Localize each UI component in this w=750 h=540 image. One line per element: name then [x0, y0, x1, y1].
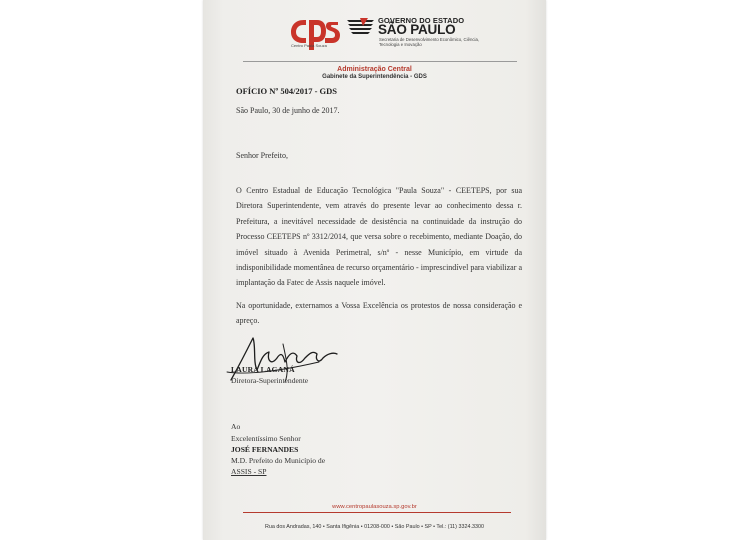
state-name: SÃO PAULO — [378, 22, 456, 37]
secretariat-name: Secretaria de Desenvolvimento Econômico, Ciência, Tecnologia e Inovação — [379, 37, 480, 47]
recipient-role: M.D. Prefeito do Município de — [231, 456, 326, 465]
sao-paulo-state-emblem-icon — [346, 16, 376, 36]
footer-address: Rua dos Andradas, 140 • Santa Ifigênia • 01208-000 • São Paulo • SP • Tel.: (11) 3324.3300 — [265, 524, 484, 530]
letter-date: São Paulo, 30 de junho de 2017. — [236, 106, 340, 115]
footer-divider — [243, 512, 511, 513]
recipient-line1: Ao — [231, 422, 241, 431]
letter-body: O Centro Estadual de Educação Tecnológica "Paula Souza" - CEETEPS, por sua Diretora Superintendente, vem através do presente levar ao conhecimento dessa r. Prefeitura, a inevitável necessidade de desistência na continuidade da instrução do Processo CEETEPS nº 3312/2014, que versa sobre o recebimento, mediante Doação, do imóvel situado à Avenida Perimetral, s/nº - nesse Município, em virtude da indisponibilidade momentânea de recurso orçamentário - imprescindível para viabilizar a implantação da Fatec de Assis naquele imóvel. — [236, 186, 522, 288]
signer-title: Diretora-Superintendente — [231, 376, 309, 385]
office-name: Administração Central — [337, 66, 412, 73]
recipient-name: JOSÉ FERNANDES — [231, 445, 299, 454]
department-name: Gabinete da Superintendência - GDS — [322, 74, 427, 80]
letter-page — [203, 0, 546, 540]
letter-closing: Na oportunidade, externamos a Vossa Excelência os protestos de nossa consideração e apreço. — [236, 301, 522, 325]
letter-number: OFÍCIO Nº 504/2017 - GDS — [236, 86, 338, 96]
cps-brand-text: Centro Paula Souza — [291, 43, 327, 48]
footer-website: www.centropaulasouza.sp.gov.br — [332, 504, 417, 510]
header-divider — [243, 61, 517, 62]
signer-name: LAURA LAGANÁ — [231, 365, 295, 374]
salutation: Senhor Prefeito, — [236, 151, 288, 160]
recipient-line2: Excelentíssimo Senhor — [231, 434, 301, 443]
recipient-city: ASSIS - SP — [231, 467, 267, 476]
government-title: GOVERNO DO ESTADO — [378, 16, 465, 25]
